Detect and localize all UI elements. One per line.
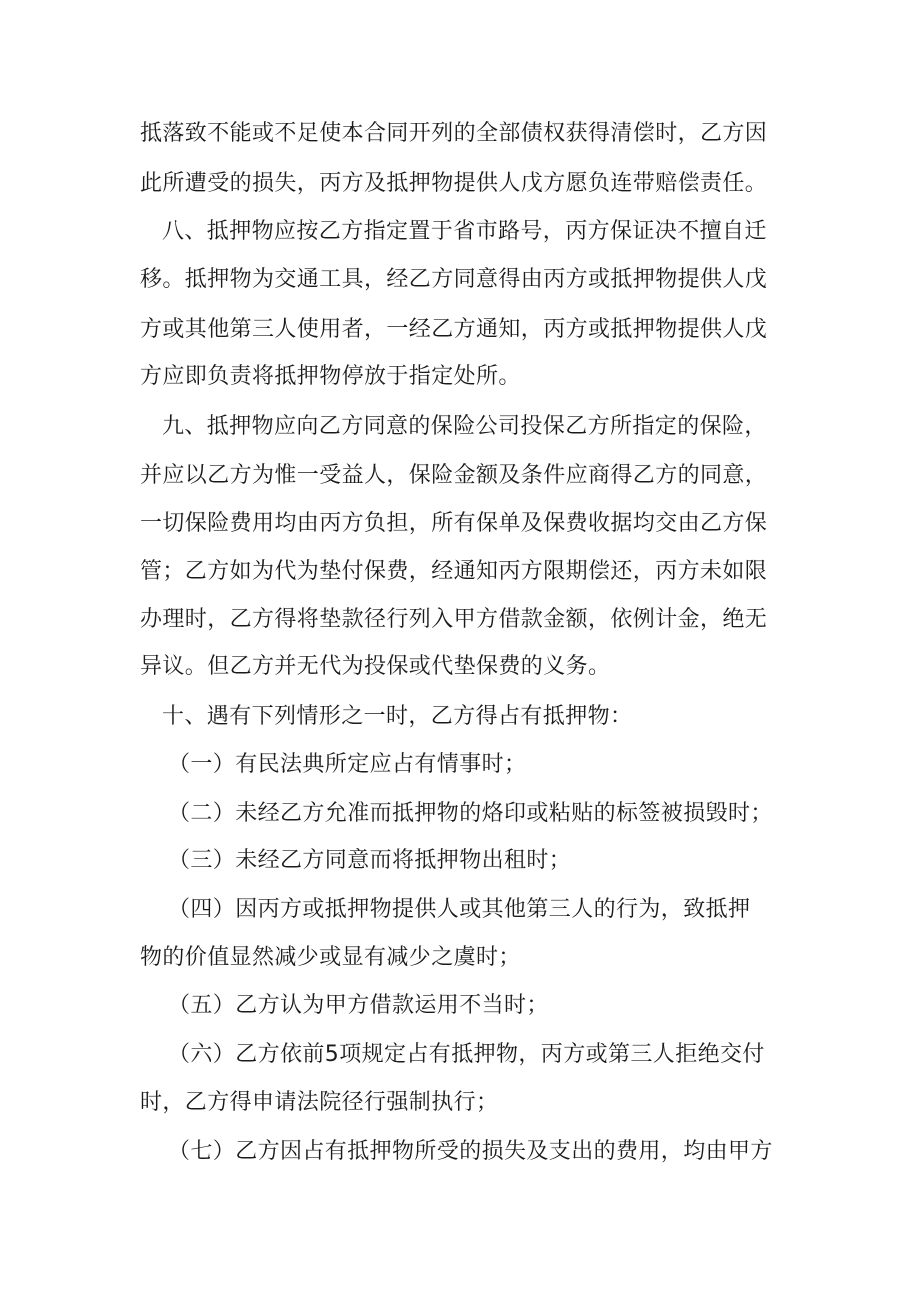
clause-9-heading-line: 九、抵押物应向乙方同意的保险公司投保乙方所指定的保险， <box>162 414 767 439</box>
text-line: 物的价值显然减少或显有减少之虞时； <box>140 945 521 970</box>
text-line: 方或其他第三人使用者，一经乙方通知，丙方或抵押物提供人戊 <box>140 317 768 342</box>
text-line: 并应以乙方为惟一受益人，保险金额及条件应商得乙方的同意， <box>140 463 768 488</box>
text-line: 异议。但乙方并无代为投保或代垫保费的义务。 <box>140 654 611 679</box>
sub-item-6: （六）乙方依前5项规定占有抵押物，丙方或第三人拒绝交付 <box>168 1042 765 1067</box>
text-line: 抵落致不能或不足使本合同开列的全部债权获得清偿时，乙方因 <box>140 121 768 146</box>
sub-item-1: （一）有民法典所定应占有情事时； <box>168 752 527 777</box>
text-line: 此所遭受的损失，丙方及抵押物提供人戊方愿负连带赔偿责任。 <box>140 171 768 196</box>
text-line: 移。抵押物为交通工具，经乙方同意得由丙方或抵押物提供人戊 <box>140 267 768 292</box>
clause-8-heading-line: 八、抵押物应按乙方指定置于省市路号，丙方保证决不擅自迁 <box>162 219 767 244</box>
text-line: 管；乙方如为代为垫付保费，经通知丙方限期偿还，丙方未如限 <box>140 559 768 584</box>
sub-item-2: （二）未经乙方允准而抵押物的烙印或粘贴的标签被损毁时； <box>168 801 773 826</box>
sub-item-4: （四）因丙方或抵押物提供人或其他第三人的行为，致抵押 <box>168 897 751 922</box>
sub-item-5: （五）乙方认为甲方借款运用不当时； <box>168 993 549 1018</box>
text-line: 一切保险费用均由丙方负担，所有保单及保费收据均交由乙方保 <box>140 511 768 536</box>
sub-item-3: （三）未经乙方同意而将抵押物出租时； <box>168 848 572 873</box>
text-line: 时，乙方得申请法院径行强制执行； <box>140 1090 499 1115</box>
clause-10-heading-line: 十、遇有下列情形之一时，乙方得占有抵押物： <box>162 704 633 729</box>
text-line: 办理时，乙方得将垫款径行列入甲方借款金额，依例计金，绝无 <box>140 607 768 632</box>
sub-item-7: （七）乙方因占有抵押物所受的损失及支出的费用，均由甲方 <box>168 1139 773 1164</box>
text-line: 方应即负责将抵押物停放于指定处所。 <box>140 364 521 389</box>
